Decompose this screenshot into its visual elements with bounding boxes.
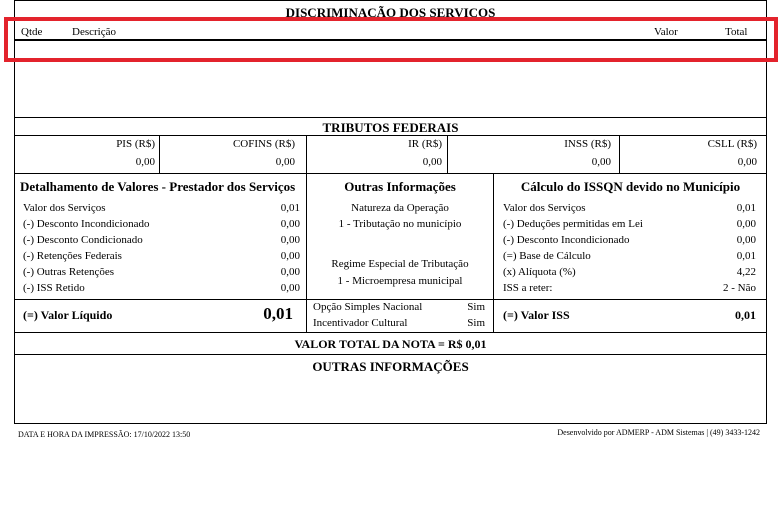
detalhamento-row-label: (-) Retenções Federais bbox=[23, 250, 122, 262]
services-title: DISCRIMINAÇÃO DOS SERVIÇOS bbox=[285, 5, 496, 20]
natureza-label: Natureza da Operação bbox=[351, 202, 449, 214]
tax-ir-value: 0,00 bbox=[422, 156, 442, 168]
issqn-row-label: (-) Deduções permitidas em Lei bbox=[503, 218, 643, 230]
col-divider-left bbox=[306, 173, 307, 332]
tax-pis-label: PIS (R$) bbox=[116, 138, 155, 150]
valor-liquido-label: (=) Valor Líquido bbox=[23, 308, 113, 322]
detalhamento-row-value: 0,00 bbox=[280, 250, 300, 262]
tax-inss bbox=[448, 137, 615, 170]
valor-iss-value: 0,01 bbox=[735, 308, 756, 322]
column-qtde: Qtde bbox=[21, 26, 43, 38]
tax-ir bbox=[307, 137, 446, 170]
simples-label: Opção Simples Nacional bbox=[313, 301, 423, 313]
issqn-row bbox=[503, 202, 756, 215]
print-datetime: DATA E HORA DA IMPRESSÃO: 17/10/2022 13:50 bbox=[18, 430, 191, 439]
tax-inss-label: INSS (R$) bbox=[564, 138, 611, 150]
summary-top-rule bbox=[14, 299, 767, 300]
outras-informacoes-title: OUTRAS INFORMAÇÕES bbox=[312, 359, 469, 374]
tax-pis-value: 0,00 bbox=[135, 156, 155, 168]
issqn-row-value: 0,01 bbox=[736, 250, 756, 262]
column-total: Total bbox=[725, 26, 748, 38]
tax-cofins-value: 0,00 bbox=[275, 156, 295, 168]
detalhamento-row-value: 0,00 bbox=[280, 218, 300, 230]
tax-cofins-label: COFINS (R$) bbox=[232, 138, 295, 150]
total-bottom-rule bbox=[14, 354, 767, 355]
tributos-bottom-rule bbox=[14, 173, 767, 174]
detalhamento-row-value: 0,01 bbox=[280, 202, 300, 214]
issqn-row bbox=[503, 266, 756, 279]
issqn-title: Cálculo do ISSQN devido no Município bbox=[520, 179, 741, 194]
tax-cofins bbox=[160, 137, 299, 170]
detalhamento-row bbox=[23, 218, 300, 231]
issqn-row-value: 0,01 bbox=[736, 202, 756, 214]
valor-iss-label: (=) Valor ISS bbox=[503, 308, 570, 322]
issqn-row-label: (=) Base de Cálculo bbox=[503, 250, 591, 262]
regime-label: Regime Especial de Tributação bbox=[331, 258, 469, 270]
issqn-row bbox=[503, 218, 756, 231]
detalhamento-row bbox=[23, 202, 300, 215]
detalhamento-row-label: (-) Outras Retenções bbox=[23, 266, 115, 278]
tax-csll-value: 0,00 bbox=[737, 156, 757, 168]
issqn-row-label: ISS a reter: bbox=[503, 282, 553, 294]
issqn-row-label: Valor dos Serviços bbox=[503, 202, 586, 214]
regime-value: 1 - Microempresa municipal bbox=[337, 275, 463, 287]
detalhamento-row-value: 0,00 bbox=[280, 282, 300, 294]
incentivador-row bbox=[313, 317, 485, 330]
issqn-row bbox=[503, 234, 756, 247]
detalhamento-row bbox=[23, 234, 300, 247]
detalhamento-title: Detalhamento de Valores - Prestador dos Serviços bbox=[20, 179, 296, 194]
detalhamento-row-value: 0,00 bbox=[280, 234, 300, 246]
detalhamento-row-label: (-) Desconto Condicionado bbox=[23, 234, 143, 246]
detalhamento-row-value: 0,00 bbox=[280, 266, 300, 278]
issqn-row-value: 0,00 bbox=[736, 218, 756, 230]
detalhamento-row bbox=[23, 266, 300, 279]
column-descricao: Descrição bbox=[72, 26, 116, 38]
outras-title: Outras Informações bbox=[344, 179, 456, 194]
valor-total-nota: VALOR TOTAL DA NOTA = R$ 0,01 bbox=[294, 337, 487, 351]
tax-inss-value: 0,00 bbox=[591, 156, 611, 168]
issqn-row-label: (-) Desconto Incondicionado bbox=[503, 234, 630, 246]
detalhamento-row bbox=[23, 282, 300, 295]
incentivador-label: Incentivador Cultural bbox=[313, 317, 408, 329]
issqn-row-value: 4,22 bbox=[736, 266, 756, 278]
tributos-title: TRIBUTOS FEDERAIS bbox=[322, 120, 459, 135]
tributos-title-rule bbox=[14, 135, 767, 136]
tax-pis bbox=[14, 137, 159, 170]
issqn-row-label: (x) Alíquota (%) bbox=[503, 266, 576, 278]
detalhamento-row bbox=[23, 250, 300, 263]
developer-credit: Desenvolvido por ADMERP - ADM Sistemas | (49) 3433-1242 bbox=[557, 428, 760, 437]
issqn-row bbox=[503, 250, 756, 263]
total-top-rule bbox=[14, 332, 767, 333]
header-highlight-box bbox=[4, 17, 778, 62]
simples-row bbox=[313, 301, 485, 314]
incentivador-value: Sim bbox=[467, 317, 485, 329]
detalhamento-row-label: (-) Desconto Incondicionado bbox=[23, 218, 150, 230]
valor-liquido-value: 0,01 bbox=[263, 304, 293, 323]
tax-ir-label: IR (R$) bbox=[408, 138, 442, 150]
tributos-top-rule bbox=[14, 117, 767, 118]
column-valor: Valor bbox=[654, 26, 678, 38]
detalhamento-row-label: (-) ISS Retido bbox=[23, 282, 85, 294]
tax-csll bbox=[620, 137, 761, 170]
natureza-value: 1 - Tributação no município bbox=[338, 218, 462, 230]
issqn-row-value: 0,00 bbox=[736, 234, 756, 246]
col-divider-right bbox=[493, 173, 494, 332]
issqn-row-value: 2 - Não bbox=[723, 282, 756, 294]
issqn-row bbox=[503, 282, 756, 295]
simples-value: Sim bbox=[467, 301, 485, 313]
tax-csll-label: CSLL (R$) bbox=[707, 138, 757, 150]
detalhamento-row-label: Valor dos Serviços bbox=[23, 202, 106, 214]
